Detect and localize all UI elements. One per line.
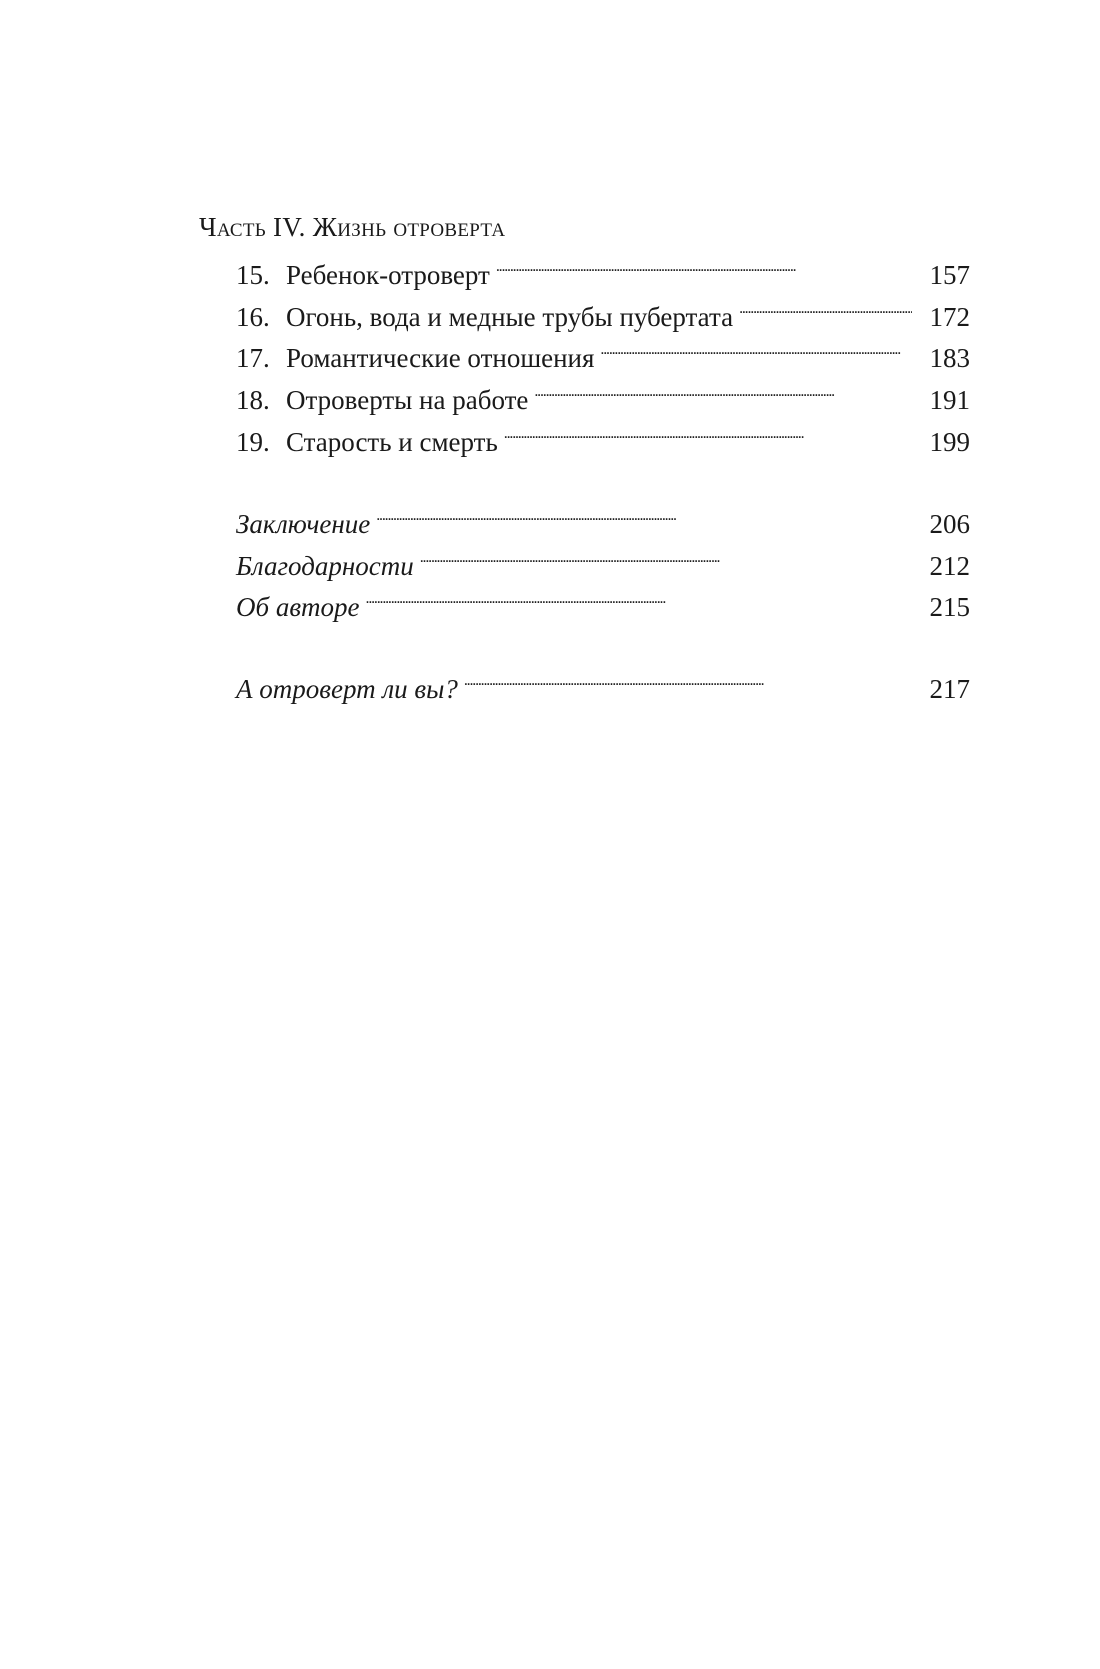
dot-leader: [598, 333, 912, 367]
dot-leader: [418, 541, 912, 575]
page-number: 217: [929, 674, 970, 704]
toc-entry-chapter-15[interactable]: [236, 250, 970, 290]
dot-leader: [494, 250, 912, 284]
toc-entry-chapter-18[interactable]: [236, 375, 970, 415]
chapter-number: 16.: [236, 302, 270, 332]
toc-entry-quiz[interactable]: [236, 664, 970, 704]
toc-entry-chapter-19[interactable]: [236, 417, 970, 457]
chapter-title: Старость и смерть: [286, 427, 498, 457]
chapter-number: 15.: [236, 260, 270, 290]
page-number: 212: [929, 551, 970, 581]
chapter-title: Отроверты на работе: [286, 385, 529, 415]
dot-leader: [364, 582, 912, 616]
dot-leader: [737, 292, 912, 326]
page-number: 157: [929, 260, 970, 290]
dot-leader: [462, 664, 912, 698]
toc-entry-acknowledgements[interactable]: [236, 541, 970, 581]
page-number: 206: [929, 509, 970, 539]
toc-entry-about-author[interactable]: [236, 582, 970, 622]
dot-leader: [532, 375, 912, 409]
page-number: 215: [929, 592, 970, 622]
page-number: 172: [929, 302, 970, 332]
dot-leader: [502, 417, 912, 451]
chapter-number: 17.: [236, 343, 270, 373]
part-heading: Часть IV. Жизнь отроверта: [199, 212, 506, 242]
page-number: 199: [929, 427, 970, 457]
page-number: 191: [929, 385, 970, 415]
dot-leader: [374, 499, 912, 533]
chapter-number: 19.: [236, 427, 270, 457]
chapter-title: Ребенок-отроверт: [286, 260, 490, 290]
toc-entry-chapter-17[interactable]: [236, 333, 970, 373]
section-title: Об авторе: [236, 592, 360, 622]
toc-entry-conclusion[interactable]: [236, 499, 970, 539]
chapter-title: Романтические отношения: [286, 343, 595, 373]
chapter-number: 18.: [236, 385, 270, 415]
section-title: Заключение: [236, 509, 371, 539]
page-number: 183: [929, 343, 970, 373]
toc-entry-chapter-16[interactable]: [236, 292, 970, 332]
section-title: Благодарности: [236, 551, 414, 581]
chapter-title: Огонь, вода и медные трубы пубертата: [286, 302, 734, 332]
section-title: А отроверт ли вы?: [236, 674, 458, 704]
